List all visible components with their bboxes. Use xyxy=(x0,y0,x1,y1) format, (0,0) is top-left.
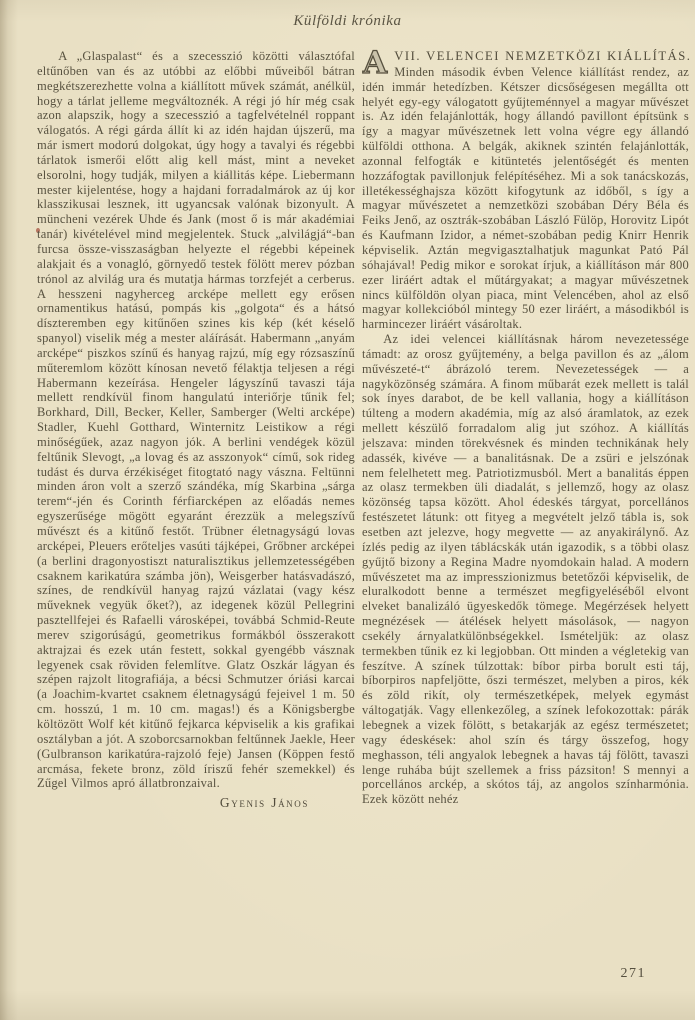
left-column-paragraph: A „Glaspalast“ és a szecesszió közötti választófal eltűnőben van és az utóbbi az előbbi műveiből bátran megkétszerezhette volna a kiállított művek számát, anélkül, hogy a tárlat jelleme megváltoznék. A régi jó hír még csak azon alapszik, hogy a szecesszió a tagfelvételnél roppant válogatós. A régi gárda állít ki az idén hajdan újszerű, ma már ismert modorú dolgokat, úgy hogy a tavalyi és régebbi tárlatok ismerői előtt alig kell mást, mint a neveket elsorolni, hogy tudják, milyen a kiállitás képe. Liebermann mester kijelentése, hogy a hajdani forradalmárok az új kor klasszikusai lesznek, itt ugyancsak valónak bizonyult. A müncheni vezérek Uhde és Jank (most ő is már akadémiai tanár) kivételével mind megjelentek. Stuck „alvilágjá“-ban furcsa össze-visszaságban helyezte el régebbi képeinek alakjait és a vonagló, görnyedő testek fölött merev pózban trónol az alvilág ura és mutatja hármas torzfejét a cerberus. A hesszeni nagyherceg arcképe mellett egy erősen ornamentikus hatású, pompás kis „golgota“ és a hátsó díszteremben egy kitűnően szines kis kép (két késelő spanyol) viselik még a mester aláírását. Habermann „anyám arcképe“ piszkos színű és hanyag rajzú, míg egy rózsaszínű műteremlom között kínosan nevető félaktja teljesen a régi Habermann kezeírása. Hengeler lágyszínű tavaszi tája mellett rendkívül finom hangulatú interiőrje tűnik fel; Borkhard, Dill, Becker, Keller, Samberger (Welti arcképe) Stadler, Kuehl Gotthard, Winternitz Leistikow a régi minőségűek, azaz nagyon jók. A berlini vendégek közül feltűnik Slevogt, „a lovag és az asszonyok“ című, sok rideg tudást és durva érzékiséget fitogtató nagy vászna. Feltünni minden áron volt a szerző szándéka, míg Skarbina „sárga terem“-jén és Corinth férfiarcképen az előadás nemes egyszerűsége mögött egyaránt érezzük a melegszívű művészt és a kitűnő festőt. Trübner életnagyságú lovas arcképei, Pleuers erőteljes vasúti tájképei, Grőbner arcképei (a berlini dragonyostiszt naturalisztikus jellemzetességében csaknem karikatúra számba jön), Weisgerber hatásvadászó, színes, de rendkívül hanyag rajzú vázlatai (vagy kész műveknek vegyük őket?), az idegenek közül Pellegrini pasztellfejei és Rafaelli városképei, továbbá Schmid-Reute merev szigorúságú, geometrikus formákból összerakott aktrajzai és ezek után festett, sokkal gyengébb vásznak legyenek csak röviden felemlítve. Glatz Oszkár lágyan és szépen rajzolt litografiája, a bécsi Schmutzer óriási karcai (a Joachim-kvartet csaknem életnagyságú fejeivel 1 m. 50 cm. hosszú, 1 m. 10 cm. magas!) és a Königsbergbe költözött Wolf két kitűnő fejkarca képviselik a kis grafikai osztályban a jót. A szoborcsarnokban feltűnnek Jaekle, Heer (Gulbranson karikatúra-rajzoló feje) Jansen (Köppen festő arcmása, fekete bronz, zöld íriszű fehér szemekkel) és Zűgel Vilmos apró állatbronzaival. xyxy=(37,49,355,791)
article-title: VII. VELENCEI NEMZETKÖZI KIÁLLÍTÁS. xyxy=(394,49,692,63)
article-paragraph-1: Minden második évben Velence kiállítást rendez, az idén immár hetedízben. Kétszer dicsőségesen megállta ott helyét egy-egy válogatott gyűjteménnyel a magyar művészet is. Az idén felajánlották, hogy állandó pavillont építsünk s így a magyar művészetnek lett volna végre egy állandó külföldi otthona. A belgák, akiknek szintén felajánlották, azonnal felfogták e kitüntetés jelentőségét és menten hozzáfogtak pavillonjuk felépítéséhez. Mi a sok tanácskozás, illetékességhajsza között kifogytunk az időből, s így a magyar művészetet a nemzetközi szobában Déry Béla és Feiks Jenő, az osztrák-szobában László Fülöp, Horovitz Lipót és Kaufmann Izidor, a német-szobában pedig Knirr Henrik képviselik. Aztán megvigasztalhatjuk magunkat Pató Pál sóhajával! Pedig mikor e sorokat írjuk, a kiállításon már 800 ezer liráért adtak el műtárgyakat; a magyar művészetnek nincs külföldön olyan piaca, mint Velencében, ahol az első magyar kollekcióból mintegy 50 ezer liráért, a másodikból is harmincezer liráért vásároltak. xyxy=(362,64,689,332)
right-column xyxy=(362,45,692,807)
article-opening xyxy=(362,45,692,332)
page-header xyxy=(0,13,695,30)
left-column xyxy=(37,49,355,811)
drop-cap-letter: A xyxy=(363,45,388,81)
article-signature xyxy=(37,796,355,811)
running-title: Külföldi krónika xyxy=(293,13,402,29)
article-paragraph-2: Az idei velencei kiállításnak három nevezetessége támadt: az orosz gyűjtemény, a belga pavillon és az „álom művészeté-t“ ábrázoló terem. Nevezetességek — a nagyközönség számára. A finom műbarát ezek mellett is talál sok ínyes darabot, de be kell vallania, hogy a kiállításon túlteng a modern akadémia, míg az alsó áramlatok, az ezek mellett készülő forradalom alig jut szóhoz. A kiállítás jelszava: minden törekvésnek és minden technikának hely adassék, kivéve — a banalitásnak. De a zsüri e jelszónak nem felelhetett meg. Patriotizmusból. Mert a banalitás éppen az olasz termekben üli diadalát, s jellemző, hogy az olasz közönség tapsa között. Ahol édeskés tárgyat, porcellános festészetet látunk: ott fityeg a megvételt jelző tábla is, sok esetben azt jelezve, hogy megvette — az anyakirálynő. Az ízlés pedig az ilyen táblácskák után igazodik, s a többi olasz gyűjtő bizony a Regina Madre nyomdokain halad. A modern művészetet ma az impresszionizmus betetőzői képviselik, de eluralkodott benne a természet megfigyeléséből elvont elveket banalizáló ügyeskedők tömege. Megérzések helyett megnézések — átélések helyett másolások, — nagyon csekély árnyalatkülönbségekkel. Ismételjük: az olasz termekben tűnik ez ki legjobban. Ott minden a végletekig van feszítve. A színek túlzottak: bíbor pirba borult esti táj, bíborpiros napfeljötte, őszi természet, melyben a piros, kék és zöld rikít, oly természetképek, melyek egymást váltogatják. Vagy ellenkezőleg, a színek lefokozottak: párák lebegnek a vizek fölött, s betakarják az egész természetet; vagy édeskések: ahol szín és tárgy összefog, hogy meghasson, téli angyalok lebegnek a havas táj fölött, tavaszi lenge ruhába bújt szellemek a friss pázsiton! S mennyi a porcellános arckép, a skótos táj, az angolos színharmónia. Ezek között nehéz xyxy=(362,332,689,807)
page-number: 271 xyxy=(620,966,646,981)
author-name: Gyenis János xyxy=(219,795,309,811)
